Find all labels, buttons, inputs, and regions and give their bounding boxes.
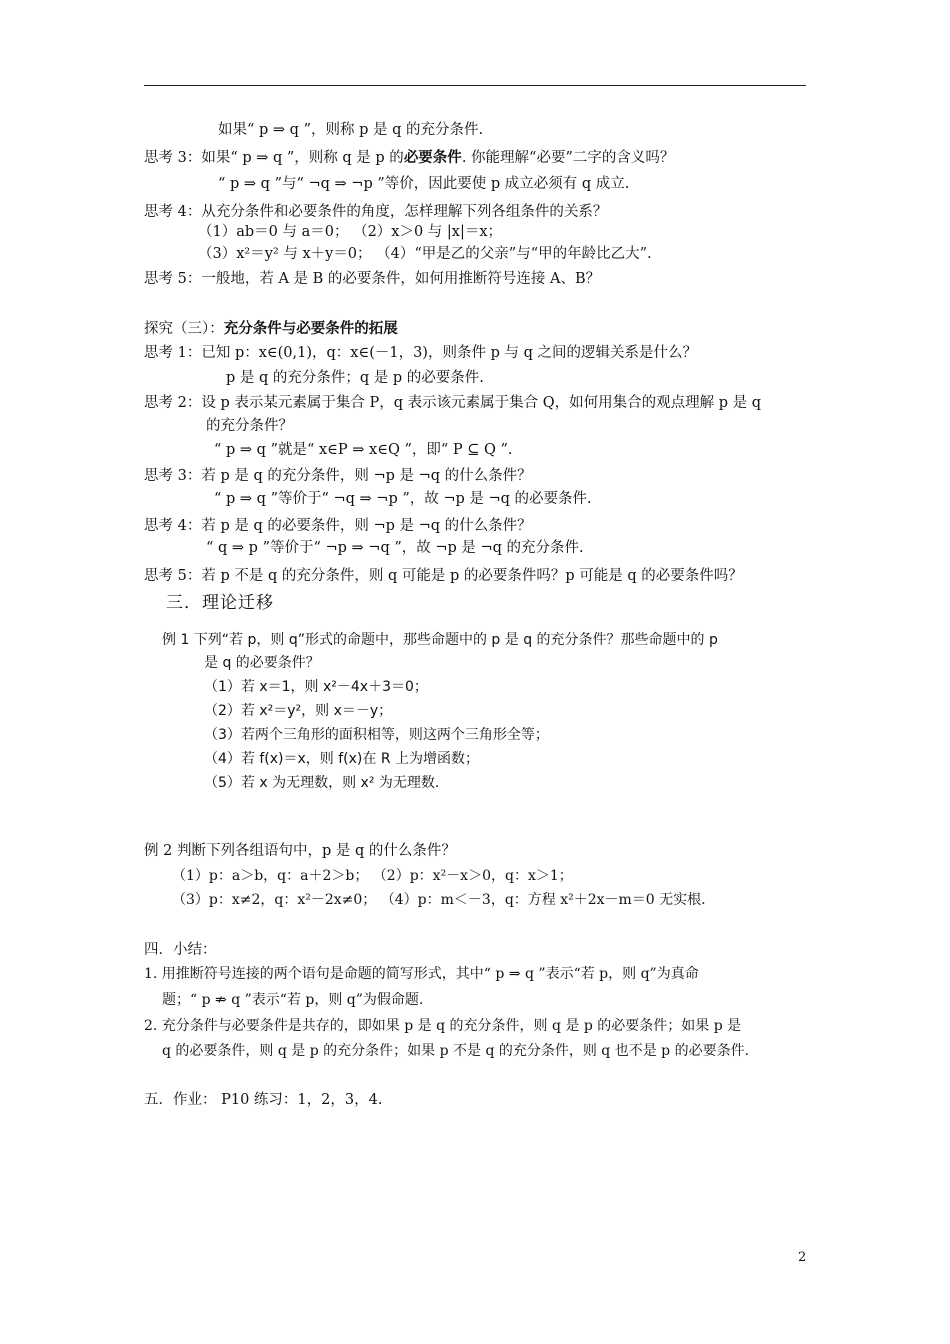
text-line: 思考 5：一般地，若 A 是 B 的必要条件，如何用推断符号连接 A、B？ <box>144 271 601 287</box>
text-line: 思考 2：设 p 表示某元素属于集合 P，q 表示该元素属于集合 Q，如何用集合的观点理解 p 是 q <box>144 395 761 411</box>
text-line: 如果“ p ⇒ q ”，则称 p 是 q 的充分条件. <box>218 122 484 138</box>
section-heading <box>144 319 398 339</box>
text-line: 例 2 判断下列各组语句中，p 是 q 的什么条件？ <box>144 843 456 859</box>
text-line: 1. 用推断符号连接的两个语句是命题的简写形式，其中“ p ⇒ q ”表示“若 p，则 q”为真命 <box>144 966 699 982</box>
text-segment: 思考 3：如果“ p ⇒ q ”，则称 q 是 p 的 <box>144 150 404 166</box>
text-line: “ p ⇒ q ”与“ ¬q ⇒ ¬p ”等价，因此要使 p 成立必须有 q 成立. <box>218 176 630 192</box>
text-line: 的充分条件？ <box>206 418 293 434</box>
section-heading: 四．小结： <box>144 942 217 958</box>
text-line: 思考 3：若 p 是 q 的充分条件，则 ¬p 是 ¬q 的什么条件？ <box>144 468 532 484</box>
list-item: （3）p：x≠2，q：x²－2x≠0； （4）p：m＜－3，q：方程 x²＋2x－m＝0 无实根. <box>172 892 706 908</box>
text-line: 思考 5：若 p 不是 q 的充分条件，则 q 可能是 p 的必要条件吗？p 可能是 q 的必要条件吗？ <box>144 568 743 584</box>
text-line: （3）x²＝y² 与 x＋y＝0； （4）“甲是乙的父亲”与“甲的年龄比乙大”. <box>198 246 652 262</box>
text-line: 思考 1：已知 p：x∈(0,1)，q：x∈(－1，3)，则条件 p 与 q 之间的逻辑关系是什么？ <box>144 345 697 361</box>
list-item: （4）若 f(x)＝x，则 f(x)在 R 上为增函数； <box>204 751 479 767</box>
bold-term: 必要条件 <box>403 149 462 166</box>
header-rule <box>144 85 806 86</box>
text-line: （1）ab＝0 与 a＝0； （2）x＞0 与 |x|＝x； <box>198 224 503 240</box>
list-item: （5）若 x 为无理数，则 x² 为无理数. <box>204 775 440 791</box>
text-line: “ p ⇒ q ”就是“ x∈P ⇒ x∈Q ”，即“ P ⊆ Q ”. <box>214 442 513 458</box>
list-item: （2）若 x²＝y²，则 x＝－y； <box>204 703 393 719</box>
text-line: 例 1 下列“若 p，则 q”形式的命题中，那些命题中的 p 是 q 的充分条件？那些命题中的 p <box>162 632 718 648</box>
text-line: p 是 q 的充分条件；q 是 p 的必要条件. <box>226 370 484 386</box>
heading-title: 充分条件与必要条件的拓展 <box>223 320 398 337</box>
text-line: 题；“ p ⇏ q ”表示“若 p，则 q”为假命题. <box>162 992 424 1008</box>
section-heading: 三．理论迁移 <box>166 593 274 613</box>
text-line: q 的必要条件，则 q 是 p 的充分条件；如果 p 不是 q 的充分条件，则 q 也不是 p 的必要条件. <box>162 1043 750 1059</box>
section-heading: 五．作业： P10 练习：1，2，3，4. <box>144 1092 383 1108</box>
text-segment: . 你能理解“必要”二字的含义吗？ <box>461 150 675 166</box>
text-line: 是 q 的必要条件？ <box>204 655 320 671</box>
page-number: 2 <box>798 1250 807 1265</box>
text-line: 思考 4：若 p 是 q 的必要条件，则 ¬p 是 ¬q 的什么条件？ <box>144 518 532 534</box>
text-line <box>144 148 674 168</box>
text-line: 思考 4：从充分条件和必要条件的角度，怎样理解下列各组条件的关系？ <box>144 204 608 220</box>
list-item: （1）若 x＝1，则 x²－4x＋3＝0； <box>204 679 428 695</box>
list-item: （1）p：a＞b，q：a＋2＞b； （2）p：x²－x＞0，q：x＞1； <box>172 868 573 884</box>
text-line: “ p ⇒ q ”等价于“ ¬q ⇒ ¬p ”，故 ¬p 是 ¬q 的必要条件. <box>214 491 592 507</box>
text-line: 2. 充分条件与必要条件是共存的，即如果 p 是 q 的充分条件，则 q 是 p 的必要条件；如果 p 是 <box>144 1018 742 1034</box>
text-line: “ q ⇒ p ”等价于“ ¬p ⇒ ¬q ”，故 ¬p 是 ¬q 的充分条件. <box>206 540 584 556</box>
list-item: （3）若两个三角形的面积相等，则这两个三角形全等； <box>204 727 549 743</box>
heading-prefix: 探究（三）： <box>144 321 224 337</box>
